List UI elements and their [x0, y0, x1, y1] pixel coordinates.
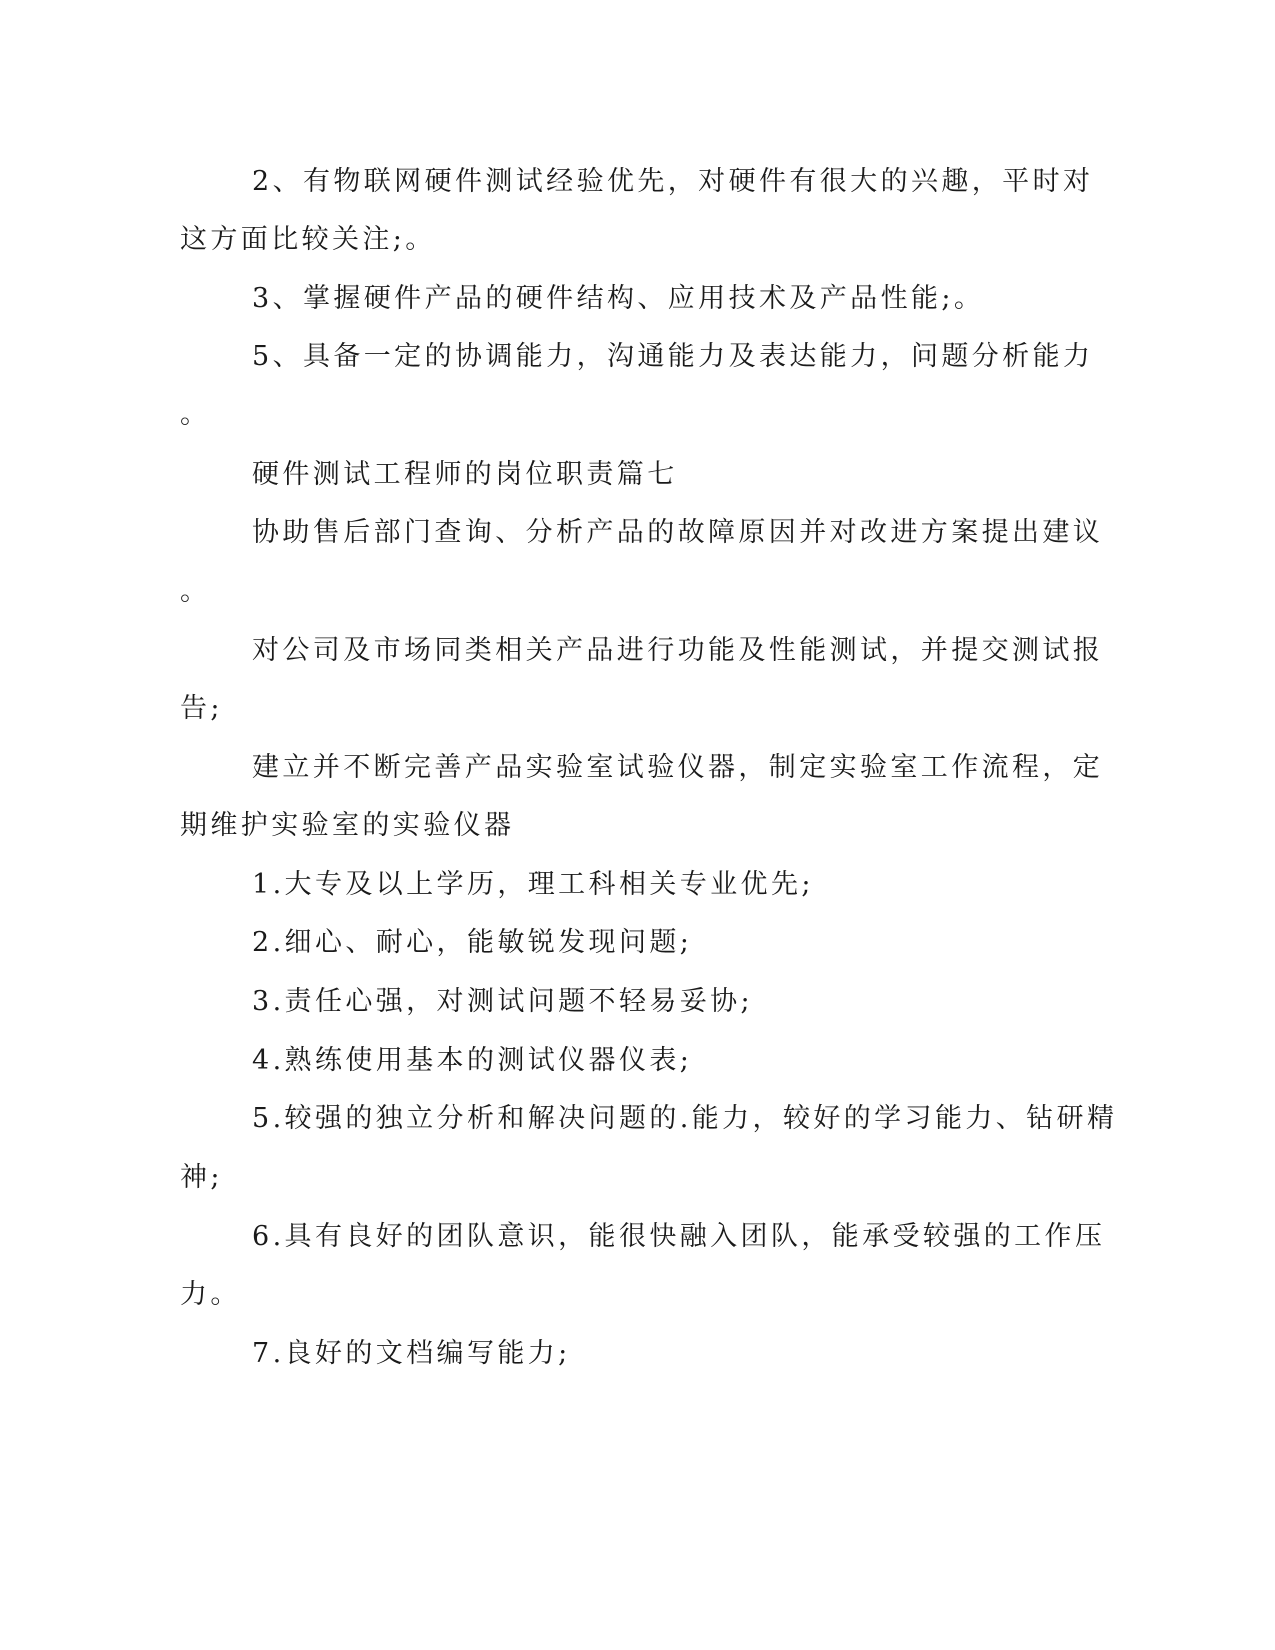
paragraph-line: 。: [180, 576, 211, 607]
paragraph-line: 。: [180, 399, 211, 430]
list-item: 3.责任心强，对测试问题不轻易妥协;: [252, 986, 754, 1017]
paragraph-line: 2、有物联网硬件测试经验优先，对硬件有很大的兴趣，平时对: [252, 166, 1094, 197]
list-item: 1.大专及以上学历，理工科相关专业优先;: [252, 869, 814, 900]
paragraph-line: 5、具备一定的协调能力，沟通能力及表达能力，问题分析能力: [252, 341, 1094, 372]
list-item: 4.熟练使用基本的测试仪器仪表;: [252, 1045, 693, 1076]
list-item: 6.具有良好的团队意识，能很快融入团队，能承受较强的工作压: [252, 1221, 1106, 1252]
paragraph-line: 3、掌握硬件产品的硬件结构、应用技术及产品性能;。: [252, 283, 985, 314]
list-item: 5.较强的独立分析和解决问题的.能力，较好的学习能力、钻研精: [252, 1103, 1118, 1134]
paragraph-line: 期维护实验室的实验仪器: [180, 810, 515, 841]
paragraph-line: 这方面比较关注;。: [180, 224, 436, 255]
paragraph-line: 告;: [180, 693, 223, 724]
list-item: 2.细心、耐心，能敏锐发现问题;: [252, 927, 693, 958]
paragraph-line: 建立并不断完善产品实验室试验仪器，制定实验室工作流程，定: [252, 752, 1104, 783]
paragraph-line: 神;: [180, 1162, 223, 1193]
paragraph-line: 对公司及市场同类相关产品进行功能及性能测试，并提交测试报: [252, 635, 1104, 666]
section-heading: 硬件测试工程师的岗位职责篇七: [252, 459, 678, 490]
paragraph-line: 力。: [180, 1279, 241, 1310]
list-item: 7.良好的文档编写能力;: [252, 1338, 571, 1369]
paragraph-line: 协助售后部门查询、分析产品的故障原因并对改进方案提出建议: [252, 517, 1104, 548]
